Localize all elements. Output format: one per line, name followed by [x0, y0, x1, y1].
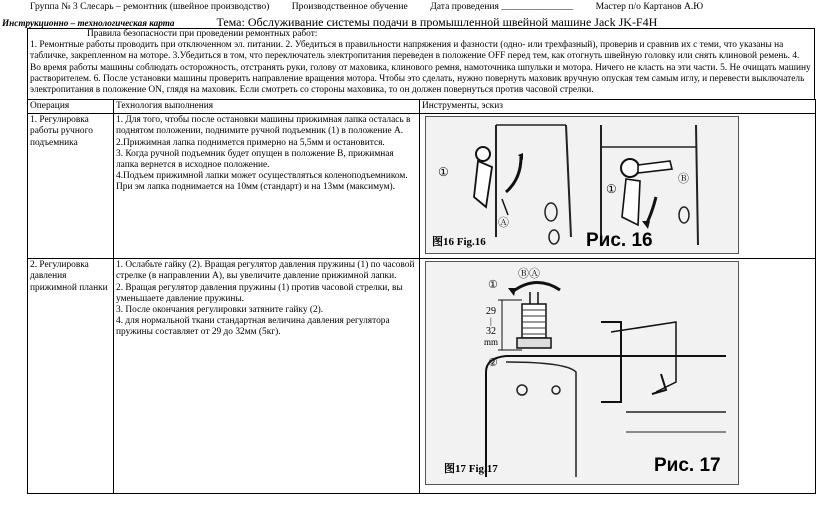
- label-two: ②: [488, 357, 498, 370]
- table-row: [28, 114, 816, 259]
- label-one: ①: [488, 279, 498, 292]
- safety-rules: [27, 28, 815, 99]
- figure-caption-big: Рис. 16: [586, 230, 653, 252]
- step-text: 1. Ослабьте гайку (2). Вращая регулятор давления пружины (1) по часовой стрелке (в направлении А), вы увеличите давление прижимной лапки.: [116, 260, 415, 282]
- label-ba: ⒷⒶ: [518, 268, 540, 281]
- figure-caption-small: 图16 Fig.16: [432, 236, 486, 249]
- sketch-cell: [420, 259, 816, 494]
- step-text: 1. Для того, чтобы после остановки машины прижимная лапка осталась в поднятом положении, поднимите ручной подъемник (1) в положение А.: [116, 115, 411, 137]
- step-text: 2.Прижимная лапка поднимется примерно на 5,5мм и остановится.: [116, 137, 385, 148]
- dim-29: 29: [486, 306, 496, 318]
- technology-cell: [114, 114, 420, 259]
- safety-text: 1. Ремонтные работы проводить при отключенном эл. питании. 2. Убедиться в правильности напряжения и фазности (одно- или трехфазный), проверив и сравнив их с теми, что указаны на табличке, закрепленном на моторе. 3.Убедиться в том, что переключатель электропитания переведен в положение OFF перед тем, как отогнуть швейную головку или снять клиновой ремень. 4. Во время работы машины соблюдать осторожность, отстранять руки, голову от маховика, клинового ремня, намоточника шпульки и мотора. Ничего не класть на эти части. 5. Не очищать машину растворителем. 6. После установки машины проверить направление вращения мотора. Чтобы это сделать, нужно повернуть маховик вручную опуская тем самым иглу, и перевести выключатель электропитания в положение ON, глядя на маховик. Если смотреть со стороны маховика, то он должен повернуться против часовой стрелки.: [30, 40, 811, 96]
- step-text: 3. Когда ручной подъемник будет опущен в положение В, прижимная лапка вернется в исходное положение.: [116, 148, 394, 171]
- figure-caption-small: 图17 Fig.17: [444, 463, 498, 476]
- instruction-table: [27, 99, 816, 494]
- step-text: 4. для нормальной ткани стандартная величина давления регулятора пружины составляет от 29 до 32мм (5кг).: [116, 316, 390, 338]
- step-text: 3. После окончания регулировки затяните гайку (2).: [116, 305, 324, 316]
- dim-separator: |: [490, 316, 492, 327]
- table-header-row: [28, 100, 816, 114]
- date-label: Дата проведения _______________: [430, 1, 574, 12]
- figure-16: [425, 116, 739, 254]
- label-b: Ⓑ: [678, 173, 689, 186]
- step-text: 4.Подъем прижимной лапки может осуществляться коленоподъемником. При эм лапка поднимается на 10мм (стандарт) и на 13мм (максимум).: [116, 171, 408, 193]
- group-label: Группа № 3 Слесарь – ремонтник (швейное производство): [30, 1, 270, 12]
- operation-cell: 1. Регулировка работы ручного подъемника: [28, 114, 114, 259]
- card-label: Инструкционно – технологическая карта: [2, 18, 175, 28]
- master-label: Мастер п/о Картанов А.Ю: [595, 1, 704, 12]
- step-text: 2. Вращая регулятор давления пружины (1) против часовой стрелки, вы уменьшаете давление пружины.: [116, 282, 403, 304]
- pressure-regulator-diagram: [426, 262, 738, 484]
- col-header-technology: Технология выполнения: [114, 100, 420, 114]
- presser-lifter-diagram: [426, 117, 738, 253]
- dim-32: 32: [486, 326, 496, 338]
- training-label: Производственное обучение: [291, 1, 408, 12]
- label-one: ①: [438, 165, 449, 180]
- topic-title: Тема: Обслуживание системы подачи в промышленной швейной машине Jack JK-F4H: [216, 15, 658, 29]
- col-header-tools: Инструменты, эскиз: [420, 100, 816, 114]
- figure-caption-big: Рис. 17: [654, 455, 721, 477]
- figure-17: [425, 261, 739, 485]
- safety-title: Правила безопасности при проведении ремонтных работ:: [87, 29, 318, 39]
- col-header-operation: Операция: [28, 100, 114, 114]
- dim-unit: mm: [484, 337, 499, 348]
- sketch-cell: [420, 114, 816, 259]
- label-a: Ⓐ: [498, 217, 509, 230]
- operation-cell: 2. Регулировка давления прижимной планки: [28, 259, 114, 494]
- label-one: ①: [606, 182, 617, 197]
- table-row: [28, 259, 816, 494]
- technology-cell: [114, 259, 420, 494]
- header-line: [30, 1, 723, 12]
